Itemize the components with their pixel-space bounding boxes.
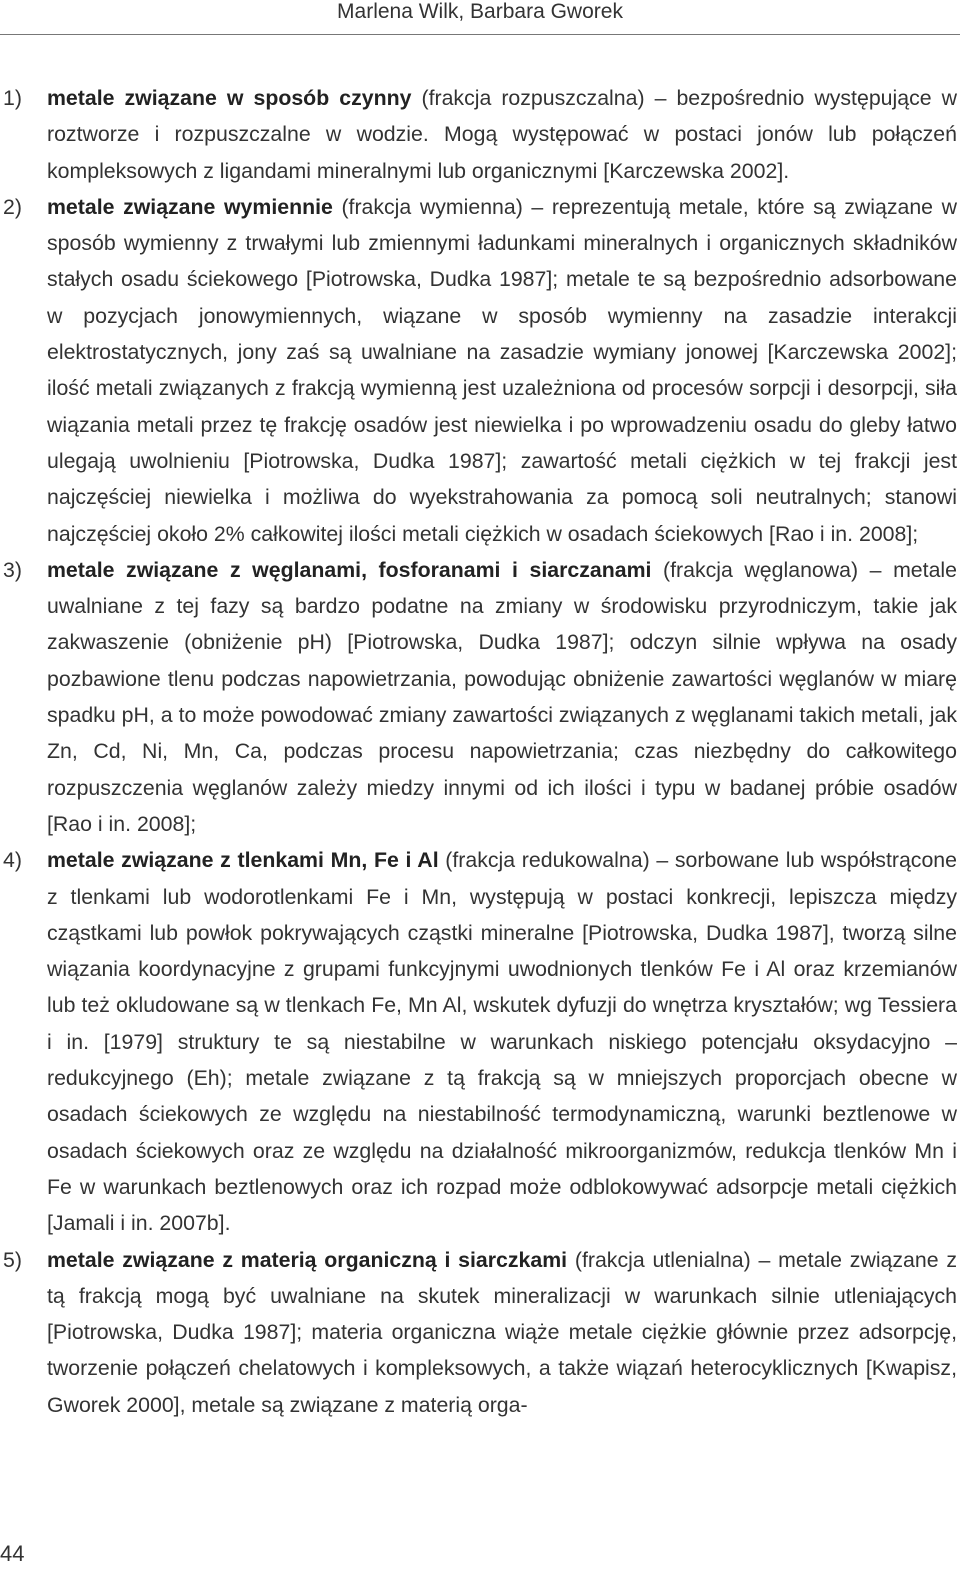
list-item-term: metale związane w sposób czynny (47, 86, 412, 110)
header-divider (0, 34, 960, 35)
body-text (0, 80, 957, 1423)
list-item-text: (frakcja wymienna) – reprezentują metale, które są związane w sposób wymienny z trwałymi lub zmiennymi ładunkami mineralnych i organicznych składników stałych osadu ściekowego [Piotrowska, Dudka 1987]; metale te są bezpośrednio adsorbowane w pozycjach jonowymiennych, wiązane w sposób wymienny na zasadzie interakcji elektrostatycznych, jony zaś są uwalniane na zasadzie wymiany jonowej [Karczewska 2002]; ilość metali związanych z frakcją wymienną jest uzależniona od procesów sorpcji i desorpcji, siła wiązania metali przez tę frakcję osadów jest niewielka i po wprowadzeniu osadu do gleby łatwo ulegają uwolnieniu [Piotrowska, Dudka 1987]; zawartość metali ciężkich w tej frakcji jest najczęściej niewielka i możliwa do wyekstrahowania za pomocą soli neutralnych; stanowi najczęściej około 2% całkowitej ilości metali ciężkich w osadach ściekowych [Rao i in. 2008]; (47, 194, 957, 546)
list-item-term: metale związane wymiennie (47, 194, 333, 219)
list-item-text: (frakcja utlenialna) – metale związane z tą frakcją mogą być uwalniane na skutek mineralizacji w warunkach silnie utleniających [Piotrowska, Dudka 1987]; materia organiczna wiąże metale ciężkie głównie przez adsorpcję, tworzenie połączeń chelatowych i kompleksowych, a także wiązań heterocyklicznych [Kwapisz, Gworek 2000], metale są związane z materią orga- (47, 1247, 957, 1417)
running-title: Marlena Wilk, Barbara Gworek (337, 0, 623, 23)
list-item-text: (frakcja rozpuszczalna) – bezpośrednio występujące w roztworze i rozpuszczalne w wodzie. Mogą występować w postaci jonów lub połączeń kompleksowych z ligandami mineralnymi lub organicznymi [Karczewska 2002]. (47, 86, 957, 183)
list-item-number: 4) (3, 848, 22, 873)
list-item-term: metale związane z węglanami, fosforanami i siarczanami (47, 557, 652, 582)
list-item (0, 552, 957, 842)
list-item (0, 1242, 957, 1423)
page-number: 44 (0, 1541, 25, 1566)
list-item-text: (frakcja redukowalna) – sorbowane lub współstrącone z tlenkami lub wodorotlenkami Fe i Mn, występują w postaci konkrecji, lepiszcza między cząstkami lub powłok pokrywających cząstki mineralne [Piotrowska, Dudka 1987], tworzą silne wiązania koordynacyjne z grupami funkcyjnymi uwodnionych tlenków Fe i Al oraz krzemianów lub też okludowane są w tlenkach Fe, Mn Al, wskutek dyfuzji do wnętrza kryształów; wg Tessiera i in. [1979] struktury te są niestabilne w warunkach niskiego potencjału oksydacyjno – redukcyjnego (Eh); metale związane z tą frakcją są w mniejszych proporcjach obecne w osadach ściekowych ze względu na niestabilność termodynamiczną, warunki beztlenowe w osadach ściekowych oraz ze względu na działalność mikroorganizmów, redukcja tlenków Mn i Fe w warunkach beztlenowych oraz ich rozpad może odblokowywać adsorpcje metali ciężkich [Jamali i in. 2007b]. (47, 848, 957, 1236)
list-item-term: metale związane z materią organiczną i siarczkami (47, 1247, 568, 1272)
list-item-number: 3) (3, 557, 22, 582)
list-item-number: 2) (3, 194, 22, 219)
list-item-text: (frakcja węglanowa) – metale uwalniane z tej fazy są bardzo podatne na zmiany w środowisku przyrodniczym, takie jak zakwaszenie (obniżenie pH) [Piotrowska, Dudka 1987]; odczyn silnie wpływa na osady pozbawione tlenu podczas napowietrzania, powodując obniżenie zawartości węglanów w miarę spadku pH, a to może powodować zmiany zawartości związanych z węglanami takich metali, jak Zn, Cd, Ni, Mn, Ca, podczas procesu napowietrzania; czas niezbędny do całkowitego rozpuszczenia węglanów zależy miedzy innymi od ich ilości i typu w badanej próbie osadów [Rao i in. 2008]; (47, 557, 957, 836)
list-item-term: metale związane z tlenkami Mn, Fe i Al (47, 848, 439, 873)
list-item (0, 842, 957, 1241)
list-item (0, 189, 957, 552)
list-item-number: 5) (3, 1247, 22, 1272)
list-item-number: 1) (3, 86, 22, 110)
list-item (0, 80, 957, 189)
